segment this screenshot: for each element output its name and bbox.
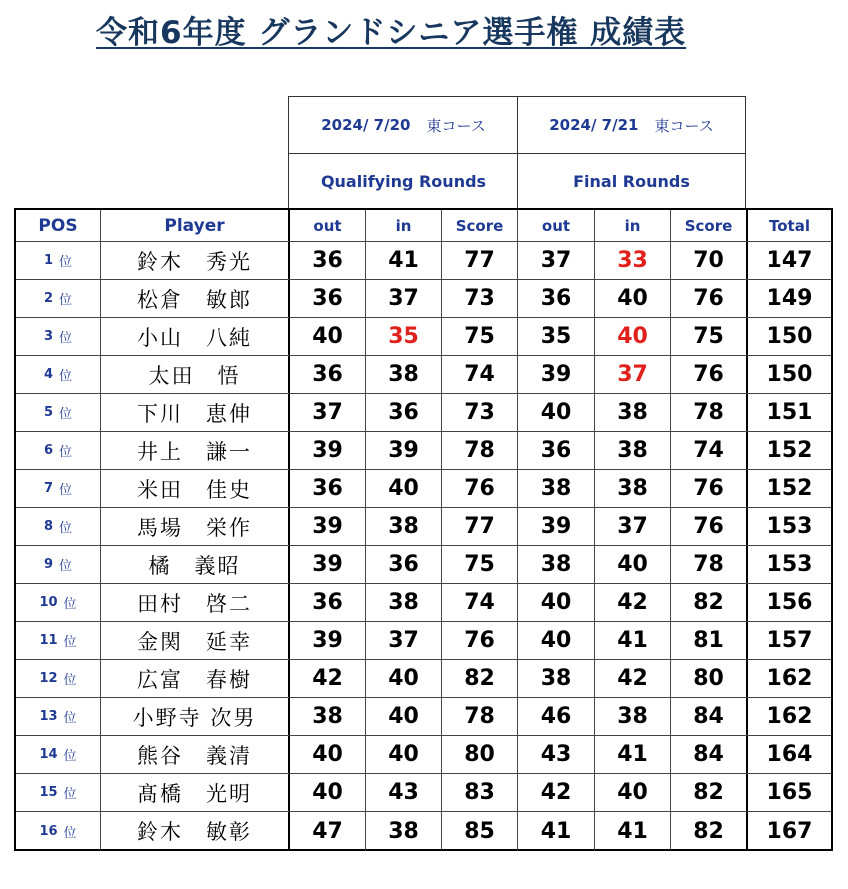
pos-unit: 位 bbox=[59, 559, 73, 574]
table-header-row bbox=[16, 210, 831, 242]
col-header-pos: POS bbox=[38, 215, 78, 236]
score-f-in: 38 bbox=[594, 432, 670, 469]
player-name: 髙橋 光明 bbox=[100, 774, 288, 811]
score-q-score: 75 bbox=[441, 546, 517, 583]
score-total: 157 bbox=[746, 622, 831, 659]
score-q-score: 78 bbox=[441, 432, 517, 469]
pos-cell bbox=[16, 660, 100, 697]
qualifying-rounds-header bbox=[288, 153, 519, 210]
pos-unit: 位 bbox=[59, 407, 73, 422]
score-f-in: 40 bbox=[594, 546, 670, 583]
score-q-score: 80 bbox=[441, 736, 517, 773]
player-name: 熊谷 義清 bbox=[100, 736, 288, 773]
pos-number: 14 bbox=[39, 747, 58, 762]
player-name: 田村 啓二 bbox=[100, 584, 288, 621]
col-header-f-out: out bbox=[517, 210, 594, 241]
score-f-out: 46 bbox=[517, 698, 594, 735]
pos-number: 15 bbox=[39, 785, 58, 800]
pos-cell bbox=[16, 318, 100, 355]
pos-cell bbox=[16, 470, 100, 507]
score-q-score: 75 bbox=[441, 318, 517, 355]
score-q-score: 76 bbox=[441, 470, 517, 507]
score-f-in: 41 bbox=[594, 812, 670, 850]
score-f-out: 40 bbox=[517, 584, 594, 621]
score-f-score: 76 bbox=[670, 470, 746, 507]
score-total: 151 bbox=[746, 394, 831, 431]
score-q-out: 38 bbox=[288, 698, 365, 735]
pos-unit: 位 bbox=[59, 445, 73, 460]
score-f-in: 42 bbox=[594, 584, 670, 621]
pos-number: 7 bbox=[43, 481, 54, 496]
pos-number: 5 bbox=[43, 405, 54, 420]
pos-cell bbox=[16, 584, 100, 621]
col-header-q-out: out bbox=[288, 210, 365, 241]
score-f-in: 38 bbox=[594, 698, 670, 735]
table-row bbox=[16, 470, 831, 508]
table-row bbox=[16, 584, 831, 622]
player-name: 橘 義昭 bbox=[100, 546, 288, 583]
score-f-out: 38 bbox=[517, 470, 594, 507]
score-q-score: 82 bbox=[441, 660, 517, 697]
pos-cell bbox=[16, 242, 100, 279]
table-row bbox=[16, 242, 831, 280]
score-f-in: 40 bbox=[594, 774, 670, 811]
score-f-out: 41 bbox=[517, 812, 594, 850]
score-f-out: 38 bbox=[517, 546, 594, 583]
score-q-in: 39 bbox=[365, 432, 441, 469]
final-rounds-header bbox=[517, 153, 746, 210]
score-q-out: 40 bbox=[288, 736, 365, 773]
player-name: 井上 謙一 bbox=[100, 432, 288, 469]
pos-number: 9 bbox=[43, 557, 54, 572]
score-q-score: 77 bbox=[441, 242, 517, 279]
score-q-out: 36 bbox=[288, 470, 365, 507]
pos-number: 12 bbox=[39, 671, 58, 686]
pos-unit: 位 bbox=[59, 483, 73, 498]
score-q-out: 36 bbox=[288, 280, 365, 317]
player-name: 鈴木 秀光 bbox=[100, 242, 288, 279]
score-f-score: 80 bbox=[670, 660, 746, 697]
score-total: 162 bbox=[746, 660, 831, 697]
score-q-score: 85 bbox=[441, 812, 517, 850]
score-f-in: 37 bbox=[594, 508, 670, 545]
score-q-in: 38 bbox=[365, 508, 441, 545]
final-rounds-label: Final Rounds bbox=[573, 172, 690, 191]
score-f-score: 84 bbox=[670, 698, 746, 735]
score-q-in: 40 bbox=[365, 660, 441, 697]
score-q-in: 37 bbox=[365, 622, 441, 659]
score-f-out: 39 bbox=[517, 508, 594, 545]
score-q-in: 41 bbox=[365, 242, 441, 279]
day1-date: 2024/ 7/20 bbox=[321, 116, 411, 134]
score-total: 152 bbox=[746, 432, 831, 469]
score-q-out: 40 bbox=[288, 774, 365, 811]
score-q-score: 77 bbox=[441, 508, 517, 545]
score-q-out: 42 bbox=[288, 660, 365, 697]
table-row bbox=[16, 356, 831, 394]
score-f-out: 39 bbox=[517, 356, 594, 393]
score-f-score: 82 bbox=[670, 812, 746, 850]
score-f-in: 41 bbox=[594, 622, 670, 659]
pos-number: 1 bbox=[43, 253, 54, 268]
pos-cell bbox=[16, 736, 100, 773]
results-table bbox=[14, 208, 833, 851]
score-q-out: 36 bbox=[288, 356, 365, 393]
pos-unit: 位 bbox=[63, 787, 77, 802]
col-header-q-in: in bbox=[365, 210, 441, 241]
day2-date: 2024/ 7/21 bbox=[549, 116, 639, 134]
score-total: 152 bbox=[746, 470, 831, 507]
col-header-player: Player bbox=[100, 210, 288, 241]
score-total: 167 bbox=[746, 812, 831, 850]
page-title: 令和6年度 グランドシニア選手権 成績表 bbox=[96, 15, 687, 51]
player-name: 下川 恵伸 bbox=[100, 394, 288, 431]
score-q-score: 78 bbox=[441, 698, 517, 735]
score-q-in: 40 bbox=[365, 698, 441, 735]
score-f-out: 38 bbox=[517, 660, 594, 697]
col-header-f-score: Score bbox=[670, 210, 746, 241]
table-row bbox=[16, 736, 831, 774]
score-f-in: 38 bbox=[594, 394, 670, 431]
player-name: 太田 悟 bbox=[100, 356, 288, 393]
col-header-q-score: Score bbox=[441, 210, 517, 241]
pos-cell bbox=[16, 356, 100, 393]
pos-cell bbox=[16, 432, 100, 469]
pos-cell bbox=[16, 698, 100, 735]
score-f-out: 40 bbox=[517, 394, 594, 431]
score-q-score: 74 bbox=[441, 584, 517, 621]
table-row bbox=[16, 698, 831, 736]
table-row bbox=[16, 622, 831, 660]
score-total: 149 bbox=[746, 280, 831, 317]
score-total: 153 bbox=[746, 508, 831, 545]
player-name: 小野寺 次男 bbox=[100, 698, 288, 735]
pos-number: 10 bbox=[39, 595, 58, 610]
score-q-out: 37 bbox=[288, 394, 365, 431]
pos-unit: 位 bbox=[59, 331, 73, 346]
score-f-out: 35 bbox=[517, 318, 594, 355]
score-q-score: 73 bbox=[441, 280, 517, 317]
score-q-out: 39 bbox=[288, 508, 365, 545]
score-f-in: 40 bbox=[594, 280, 670, 317]
pos-number: 2 bbox=[43, 291, 54, 306]
table-row bbox=[16, 660, 831, 698]
pos-unit: 位 bbox=[59, 293, 73, 308]
score-total: 165 bbox=[746, 774, 831, 811]
score-f-score: 78 bbox=[670, 546, 746, 583]
score-total: 156 bbox=[746, 584, 831, 621]
score-q-in: 38 bbox=[365, 356, 441, 393]
pos-unit: 位 bbox=[63, 673, 77, 688]
score-f-out: 42 bbox=[517, 774, 594, 811]
score-f-in: 38 bbox=[594, 470, 670, 507]
score-q-out: 39 bbox=[288, 432, 365, 469]
score-q-in: 35 bbox=[365, 318, 441, 355]
pos-cell bbox=[16, 508, 100, 545]
score-total: 153 bbox=[746, 546, 831, 583]
pos-unit: 位 bbox=[59, 521, 73, 536]
score-f-score: 70 bbox=[670, 242, 746, 279]
score-q-score: 73 bbox=[441, 394, 517, 431]
day1-date-header bbox=[288, 96, 519, 154]
player-name: 金関 延幸 bbox=[100, 622, 288, 659]
score-total: 164 bbox=[746, 736, 831, 773]
score-q-out: 36 bbox=[288, 242, 365, 279]
player-name: 小山 八純 bbox=[100, 318, 288, 355]
score-f-in: 40 bbox=[594, 318, 670, 355]
score-q-out: 39 bbox=[288, 546, 365, 583]
player-name: 広富 春樹 bbox=[100, 660, 288, 697]
player-name: 鈴木 敏彰 bbox=[100, 812, 288, 850]
col-header-f-in: in bbox=[594, 210, 670, 241]
table-row bbox=[16, 318, 831, 356]
pos-unit: 位 bbox=[63, 597, 77, 612]
score-q-score: 83 bbox=[441, 774, 517, 811]
score-f-in: 33 bbox=[594, 242, 670, 279]
table-row bbox=[16, 812, 831, 850]
pos-cell bbox=[16, 394, 100, 431]
score-f-score: 78 bbox=[670, 394, 746, 431]
pos-unit: 位 bbox=[59, 255, 73, 270]
score-total: 150 bbox=[746, 356, 831, 393]
score-f-in: 42 bbox=[594, 660, 670, 697]
player-name: 馬場 栄作 bbox=[100, 508, 288, 545]
pos-unit: 位 bbox=[63, 825, 77, 841]
pos-unit: 位 bbox=[59, 369, 73, 384]
pos-cell bbox=[16, 280, 100, 317]
table-row bbox=[16, 508, 831, 546]
pos-number: 4 bbox=[43, 367, 54, 382]
score-total: 150 bbox=[746, 318, 831, 355]
day1-course: 東コース bbox=[426, 116, 486, 135]
score-f-score: 82 bbox=[670, 584, 746, 621]
table-row bbox=[16, 432, 831, 470]
pos-number: 11 bbox=[39, 633, 58, 648]
score-f-score: 74 bbox=[670, 432, 746, 469]
score-f-score: 76 bbox=[670, 280, 746, 317]
score-q-out: 36 bbox=[288, 584, 365, 621]
score-q-out: 39 bbox=[288, 622, 365, 659]
score-f-out: 37 bbox=[517, 242, 594, 279]
score-total: 162 bbox=[746, 698, 831, 735]
table-row bbox=[16, 774, 831, 812]
pos-cell bbox=[16, 812, 100, 850]
score-q-in: 36 bbox=[365, 546, 441, 583]
pos-unit: 位 bbox=[63, 711, 77, 726]
score-q-in: 40 bbox=[365, 470, 441, 507]
score-f-out: 36 bbox=[517, 280, 594, 317]
score-f-score: 84 bbox=[670, 736, 746, 773]
score-f-score: 75 bbox=[670, 318, 746, 355]
score-f-score: 81 bbox=[670, 622, 746, 659]
score-q-out: 40 bbox=[288, 318, 365, 355]
score-q-in: 38 bbox=[365, 812, 441, 850]
score-f-in: 41 bbox=[594, 736, 670, 773]
pos-number: 13 bbox=[39, 709, 58, 724]
day2-date-header bbox=[517, 96, 746, 154]
score-f-score: 76 bbox=[670, 356, 746, 393]
table-row bbox=[16, 280, 831, 318]
day2-course: 東コース bbox=[654, 116, 714, 135]
score-q-in: 37 bbox=[365, 280, 441, 317]
pos-unit: 位 bbox=[63, 635, 77, 650]
col-header-total: Total bbox=[746, 210, 831, 241]
table-row bbox=[16, 546, 831, 584]
score-total: 147 bbox=[746, 242, 831, 279]
score-q-out: 47 bbox=[288, 812, 365, 850]
pos-number: 6 bbox=[43, 443, 54, 458]
pos-cell bbox=[16, 546, 100, 583]
score-q-in: 43 bbox=[365, 774, 441, 811]
pos-cell bbox=[16, 622, 100, 659]
score-q-score: 76 bbox=[441, 622, 517, 659]
pos-number: 3 bbox=[43, 329, 54, 344]
pos-number: 16 bbox=[39, 823, 58, 839]
score-f-score: 82 bbox=[670, 774, 746, 811]
qualifying-rounds-label: Qualifying Rounds bbox=[320, 172, 487, 191]
pos-unit: 位 bbox=[63, 749, 77, 764]
score-q-score: 74 bbox=[441, 356, 517, 393]
player-name: 米田 佳史 bbox=[100, 470, 288, 507]
score-f-in: 37 bbox=[594, 356, 670, 393]
pos-number: 8 bbox=[43, 519, 54, 534]
score-f-out: 40 bbox=[517, 622, 594, 659]
player-name: 松倉 敏郎 bbox=[100, 280, 288, 317]
score-f-score: 76 bbox=[670, 508, 746, 545]
score-f-out: 36 bbox=[517, 432, 594, 469]
score-q-in: 40 bbox=[365, 736, 441, 773]
table-row bbox=[16, 394, 831, 432]
score-q-in: 36 bbox=[365, 394, 441, 431]
pos-cell bbox=[16, 774, 100, 811]
score-f-out: 43 bbox=[517, 736, 594, 773]
score-q-in: 38 bbox=[365, 584, 441, 621]
